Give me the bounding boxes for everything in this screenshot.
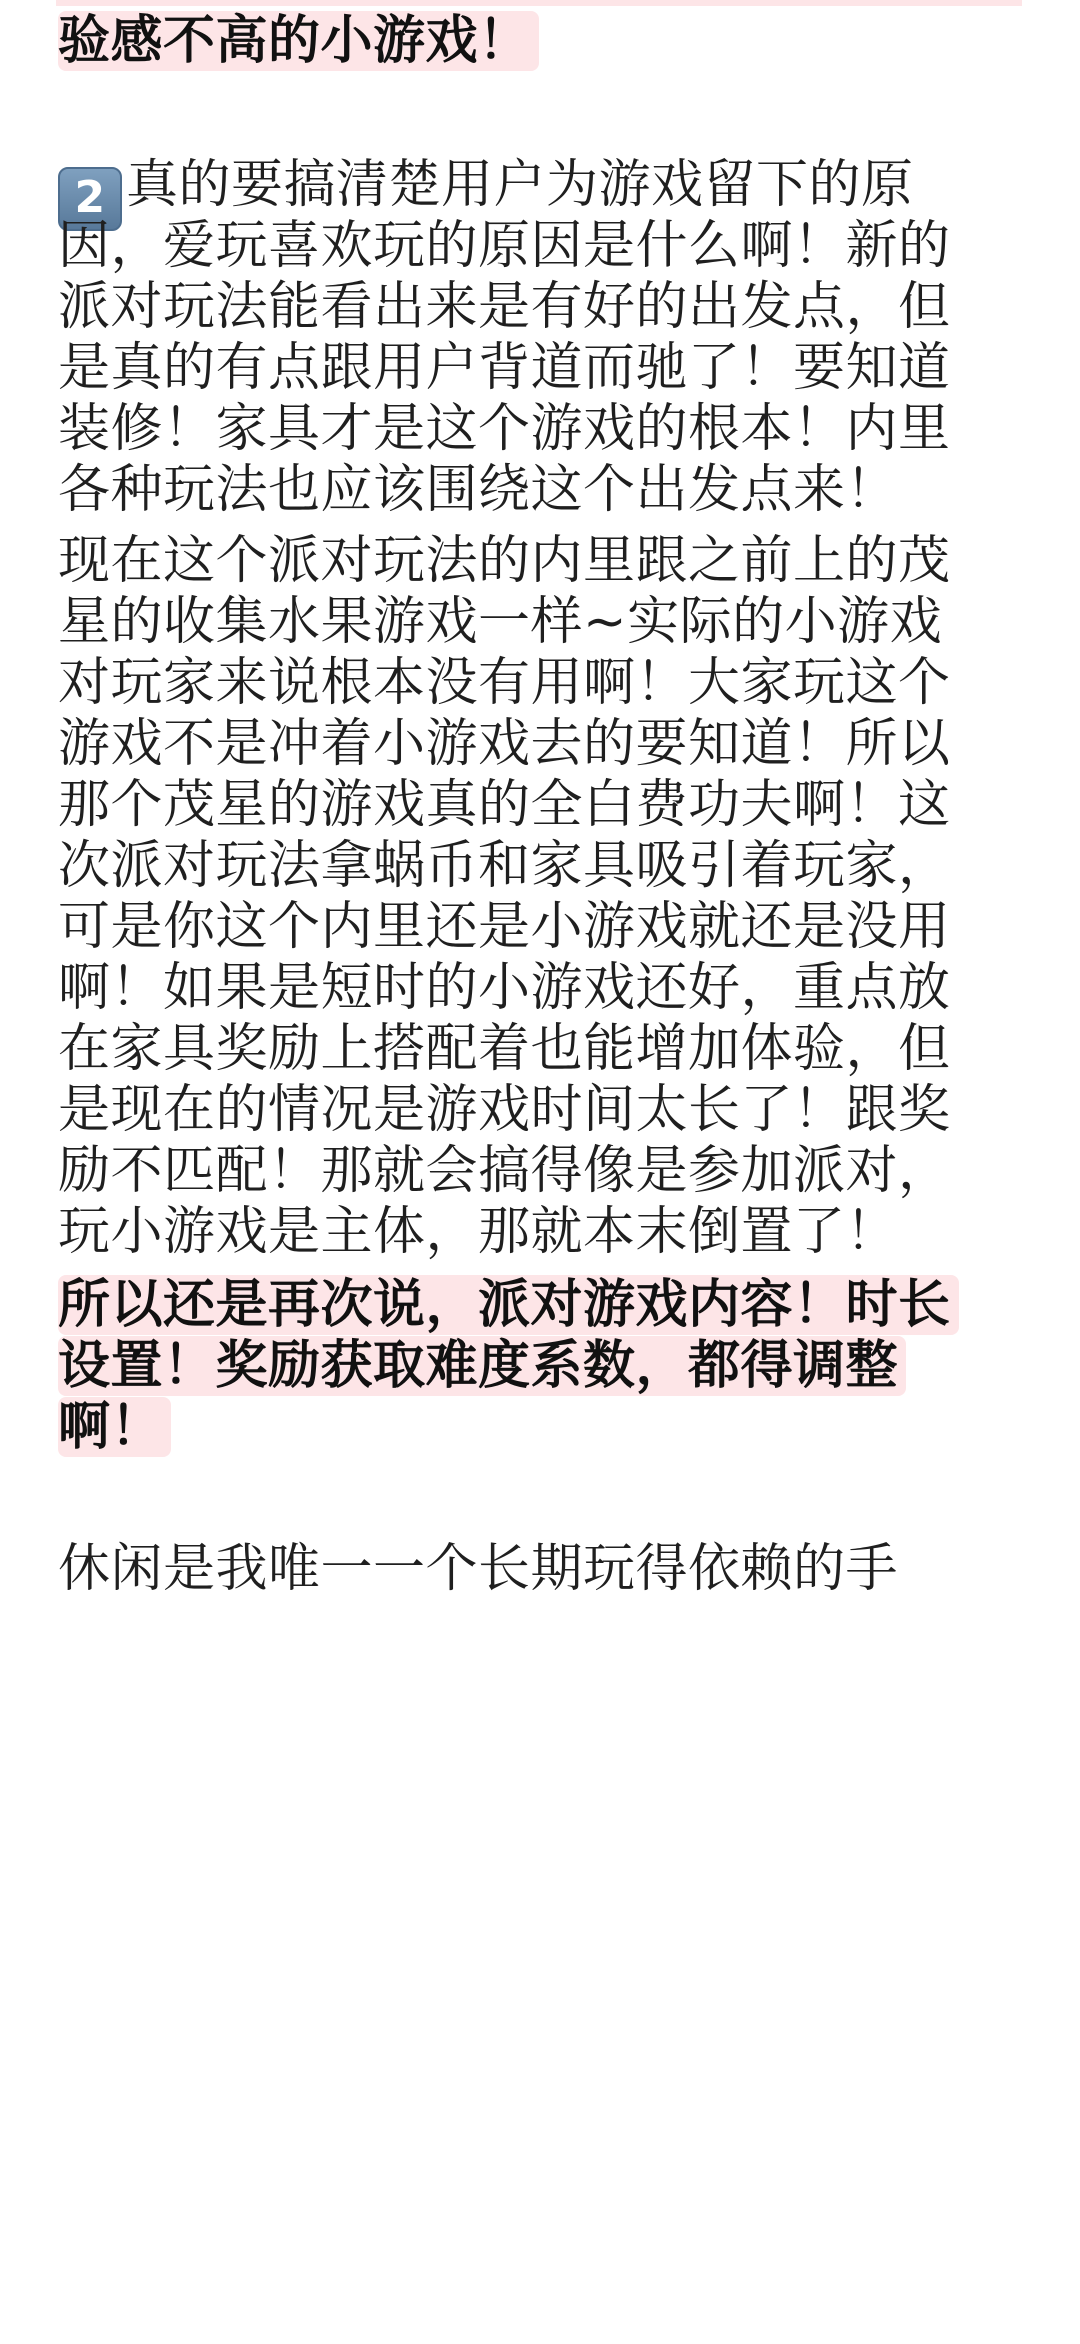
text-line: 现在这个派对玩法的内里跟之前上的茂 [58, 531, 951, 591]
text-line: 是真的有点跟用户背道而驰了！要知道 [58, 338, 951, 398]
bold-line [58, 1274, 959, 1336]
text-line: 次派对玩法拿蜗币和家具吸引着玩家， [58, 836, 951, 896]
text-line: 玩小游戏是主体，那就本末倒置了！ [58, 1202, 899, 1262]
highlight-strip [56, 0, 1022, 6]
highlighted-text: 所以还是再次说，派对游戏内容！时长 [58, 1275, 959, 1335]
text-line: 在家具奖励上搭配着也能增加体验，但 [58, 1019, 951, 1079]
text-line: 各种玩法也应该围绕这个出发点来！ [58, 460, 899, 520]
text-line: 励不匹配！那就会搞得像是参加派对， [58, 1141, 951, 1201]
text-span: 真的要搞清楚用户为游戏留下的原 [126, 155, 914, 215]
bold-line [58, 1335, 906, 1397]
text-line: 休闲是我唯一一个长期玩得依赖的手 [58, 1539, 899, 1599]
text-line: 那个茂星的游戏真的全白费功夫啊！这 [58, 775, 951, 835]
text-line: 星的收集水果游戏一样~实际的小游戏 [58, 592, 943, 652]
highlighted-text: 设置！奖励获取难度系数，都得调整 [58, 1336, 906, 1396]
bold-line [58, 1396, 171, 1458]
text-line: 派对玩法能看出来是有好的出发点，但 [58, 277, 951, 337]
bold-line [58, 10, 539, 72]
text-line: 啊！如果是短时的小游戏还好，重点放 [58, 958, 951, 1018]
text-line: 对玩家来说根本没有用啊！大家玩这个 [58, 653, 951, 713]
text-line: 可是你这个内里还是小游戏就还是没用 [58, 897, 951, 957]
text-line: 游戏不是冲着小游戏去的要知道！所以 [58, 714, 951, 774]
text-line: 是现在的情况是游戏时间太长了！跟奖 [58, 1080, 951, 1140]
highlighted-text: 验感不高的小游戏！ [58, 11, 539, 71]
text-line: 因，爱玩喜欢玩的原因是什么啊！新的 [58, 216, 951, 276]
highlighted-text: 啊！ [58, 1397, 171, 1457]
text-line: 装修！家具才是这个游戏的根本！内里 [58, 399, 951, 459]
keycap-digit-two-icon: 2 [58, 167, 122, 231]
